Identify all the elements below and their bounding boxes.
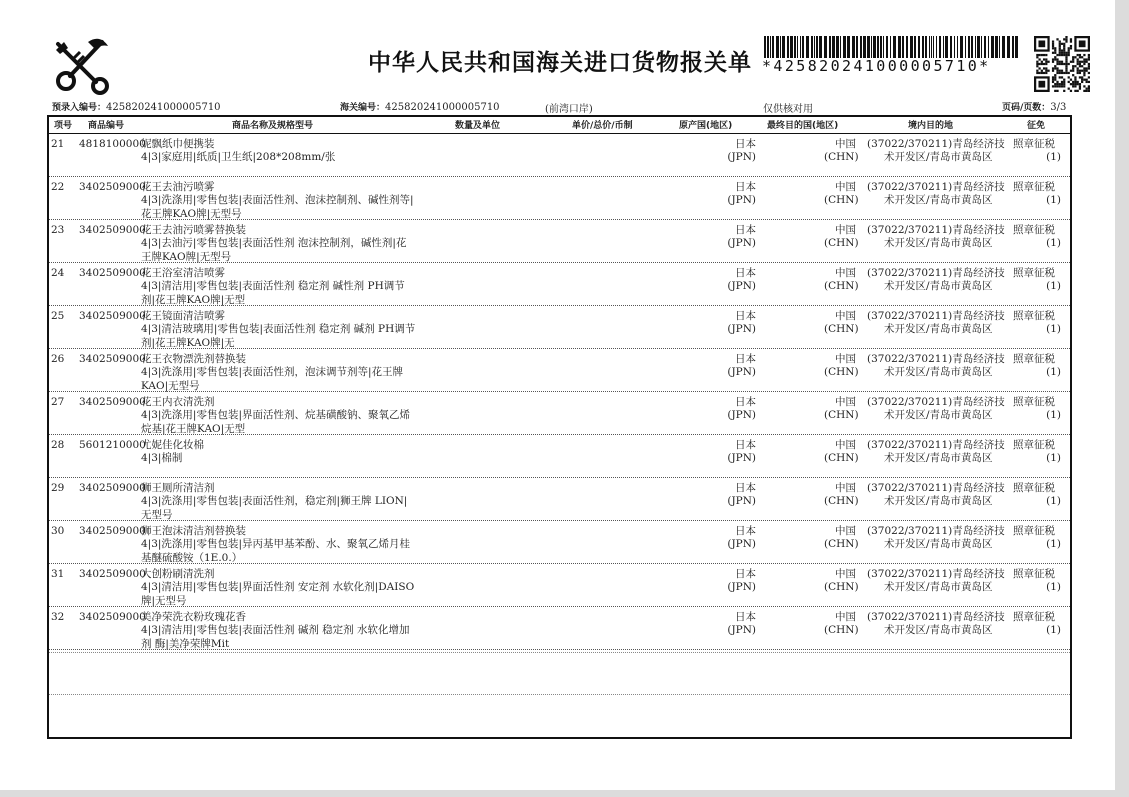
item-dest-code: (CHN) — [824, 538, 859, 550]
col-header-origin: 原产国(地区) — [679, 121, 733, 131]
table-row — [49, 179, 1070, 222]
item-domestic-destination-2: 术开发区/青岛市黄岛区 — [884, 581, 993, 593]
item-levy: 照章征税 — [1013, 138, 1055, 150]
item-levy: 照章征税 — [1013, 267, 1055, 279]
item-spec: 4|3|洗涤用|零售包装|表面活性剂，泡沫调节剂等|花王牌KAO|无型号 — [141, 366, 404, 392]
port-name: (前湾口岸) — [545, 104, 593, 115]
item-levy-code: (1) — [1046, 581, 1061, 593]
item-origin-code: (JPN) — [727, 194, 756, 206]
item-origin-code: (JPN) — [727, 280, 756, 292]
item-name: 花王去油污喷雾替换装 — [141, 224, 246, 236]
item-spec: 4|3|洗涤用|零售包装|表面活性剂、泡沫控制剂、碱性剂等|花王牌KAO牌|无型号 — [141, 194, 414, 220]
item-dest: 中国 — [835, 138, 856, 150]
item-dest-code: (CHN) — [824, 452, 859, 464]
col-header-domestic: 境内目的地 — [908, 121, 954, 131]
item-domestic-destination: (37022/370211)青岛经济技 — [867, 611, 1005, 623]
item-spec: 4|3|家庭用|纸质|卫生纸|208*208mm/张 — [141, 151, 336, 163]
item-levy: 照章征税 — [1013, 482, 1055, 494]
item-dest: 中国 — [835, 396, 856, 408]
item-origin-code: (JPN) — [727, 581, 756, 593]
item-name: 狮王厕所清洁剂 — [141, 482, 215, 494]
item-spec: 4|3|棉制 — [141, 452, 183, 464]
col-header-code: 商品编号 — [88, 121, 125, 131]
row-divider — [49, 176, 1070, 177]
item-domestic-destination-2: 术开发区/青岛市黄岛区 — [884, 151, 993, 163]
table-row — [49, 351, 1070, 394]
table-row — [49, 480, 1070, 523]
item-levy-code: (1) — [1046, 151, 1061, 163]
item-dest-code: (CHN) — [824, 323, 859, 335]
row-divider — [49, 305, 1070, 306]
item-seq: 25 — [51, 310, 65, 322]
item-domestic-destination-2: 术开发区/青岛市黄岛区 — [884, 495, 993, 507]
item-dest: 中国 — [835, 310, 856, 322]
item-domestic-destination: (37022/370211)青岛经济技 — [867, 181, 1005, 193]
item-dest: 中国 — [835, 267, 856, 279]
col-header-levy: 征免 — [1027, 121, 1046, 131]
item-origin: 日本 — [735, 267, 756, 279]
item-origin: 日本 — [735, 353, 756, 365]
item-domestic-destination-2: 术开发区/青岛市黄岛区 — [884, 194, 993, 206]
row-divider — [49, 219, 1070, 220]
col-header-seq: 项号 — [54, 121, 73, 131]
item-domestic-destination: (37022/370211)青岛经济技 — [867, 310, 1005, 322]
item-code: 3402509000 — [79, 310, 146, 322]
page-number: 页码/页数：3/3 — [1002, 102, 1067, 113]
table-row — [49, 222, 1070, 265]
item-code: 3402509000 — [79, 568, 146, 580]
item-domestic-destination: (37022/370211)青岛经济技 — [867, 482, 1005, 494]
customs-number: 海关编号：425820241000005710 — [340, 102, 500, 113]
item-origin: 日本 — [735, 224, 756, 236]
col-header-price: 单价/总价/币制 — [572, 121, 633, 131]
item-levy-code: (1) — [1046, 538, 1061, 550]
verification-note: 仅供核对用 — [763, 104, 813, 115]
header-divider — [49, 133, 1070, 134]
item-name: 尤妮佳化妆棉 — [141, 439, 204, 451]
row-divider — [49, 262, 1070, 263]
item-seq: 32 — [51, 611, 65, 623]
item-domestic-destination: (37022/370211)青岛经济技 — [867, 525, 1005, 537]
item-seq: 28 — [51, 439, 65, 451]
item-domestic-destination-2: 术开发区/青岛市黄岛区 — [884, 624, 993, 636]
item-dest-code: (CHN) — [824, 194, 859, 206]
table-row — [49, 566, 1070, 609]
item-levy-code: (1) — [1046, 624, 1061, 636]
item-domestic-destination: (37022/370211)青岛经济技 — [867, 353, 1005, 365]
item-origin-code: (JPN) — [727, 452, 756, 464]
item-origin: 日本 — [735, 568, 756, 580]
item-levy: 照章征税 — [1013, 611, 1055, 623]
item-spec: 4|3|清洁玻璃用|零售包装|表面活性剂 稳定剂 碱剂 PH调节剂|花王牌KAO牌|无 — [141, 323, 416, 349]
item-levy: 照章征税 — [1013, 396, 1055, 408]
item-dest-code: (CHN) — [824, 237, 859, 249]
item-origin: 日本 — [735, 439, 756, 451]
item-domestic-destination: (37022/370211)青岛经济技 — [867, 568, 1005, 580]
item-dest-code: (CHN) — [824, 280, 859, 292]
item-seq: 27 — [51, 396, 65, 408]
item-levy-code: (1) — [1046, 280, 1061, 292]
item-origin-code: (JPN) — [727, 237, 756, 249]
table-row — [49, 265, 1070, 308]
item-origin-code: (JPN) — [727, 366, 756, 378]
qr-code — [1034, 36, 1090, 92]
item-seq: 30 — [51, 525, 65, 537]
item-domestic-destination-2: 术开发区/青岛市黄岛区 — [884, 237, 993, 249]
item-spec: 4|3|洗涤用|零售包装|异丙基甲基苯酚、水、聚氧乙烯月桂基醚硫酸铵（1E.0.） — [141, 538, 411, 564]
item-levy-code: (1) — [1046, 366, 1061, 378]
row-divider — [49, 520, 1070, 521]
item-domestic-destination: (37022/370211)青岛经济技 — [867, 396, 1005, 408]
item-name: 花王衣物漂洗剂替换装 — [141, 353, 246, 365]
col-header-name: 商品名称及规格型号 — [232, 121, 314, 131]
item-domestic-destination-2: 术开发区/青岛市黄岛区 — [884, 538, 993, 550]
table-row — [49, 609, 1070, 652]
item-levy: 照章征税 — [1013, 181, 1055, 193]
barcode-number: *425820241000005710* — [762, 57, 991, 75]
item-dest: 中国 — [835, 482, 856, 494]
item-seq: 26 — [51, 353, 65, 365]
item-levy: 照章征税 — [1013, 310, 1055, 322]
item-spec: 4|3|清洁用|零售包装|表面活性剂 碱剂 稳定剂 水软化增加剂 酶|美净荣牌Mit — [141, 624, 410, 650]
item-dest: 中国 — [835, 181, 856, 193]
item-origin: 日本 — [735, 611, 756, 623]
item-seq: 21 — [51, 138, 65, 150]
item-levy-code: (1) — [1046, 237, 1061, 249]
table-row — [49, 523, 1070, 566]
item-code: 3402509000 — [79, 611, 146, 623]
row-divider — [49, 391, 1070, 392]
pre-entry-number: 预录入编号：425820241000005710 — [52, 102, 221, 113]
item-name: 大创粉刷清洗剂 — [141, 568, 215, 580]
item-code: 4818100000 — [79, 138, 146, 150]
item-origin: 日本 — [735, 482, 756, 494]
row-divider — [49, 477, 1070, 478]
item-spec: 4|3|去油污|零售包装|表面活性剂 泡沫控制剂，碱性剂|花王牌KAO牌|无型号 — [141, 237, 407, 263]
item-origin: 日本 — [735, 525, 756, 537]
col-header-qty: 数量及单位 — [455, 121, 501, 131]
viewer-background — [1115, 0, 1129, 797]
item-levy-code: (1) — [1046, 452, 1061, 464]
item-seq: 29 — [51, 482, 65, 494]
item-domestic-destination-2: 术开发区/青岛市黄岛区 — [884, 409, 993, 421]
table-row — [49, 437, 1070, 480]
item-domestic-destination: (37022/370211)青岛经济技 — [867, 138, 1005, 150]
row-divider — [49, 694, 1070, 695]
item-name: 狮王泡沫清洁剂替换装 — [141, 525, 246, 537]
item-spec: 4|3|洗涤用|零售包装|界面活性剂、烷基磺酸钠、聚氧乙烯烷基|花王牌KAO|无型 — [141, 409, 411, 435]
item-code: 3402509000 — [79, 353, 146, 365]
item-origin-code: (JPN) — [727, 323, 756, 335]
item-domestic-destination-2: 术开发区/青岛市黄岛区 — [884, 280, 993, 292]
item-dest: 中国 — [835, 353, 856, 365]
item-levy-code: (1) — [1046, 409, 1061, 421]
item-domestic-destination-2: 术开发区/青岛市黄岛区 — [884, 323, 993, 335]
item-origin: 日本 — [735, 138, 756, 150]
item-domestic-destination: (37022/370211)青岛经济技 — [867, 267, 1005, 279]
item-seq: 22 — [51, 181, 65, 193]
item-code: 3402509000 — [79, 525, 146, 537]
table-row — [49, 308, 1070, 351]
item-code: 3402509000 — [79, 482, 146, 494]
item-code: 3402509000 — [79, 396, 146, 408]
item-seq: 31 — [51, 568, 65, 580]
item-levy: 照章征税 — [1013, 353, 1055, 365]
item-dest: 中国 — [835, 568, 856, 580]
item-domestic-destination: (37022/370211)青岛经济技 — [867, 224, 1005, 236]
item-origin: 日本 — [735, 181, 756, 193]
item-levy: 照章征税 — [1013, 525, 1055, 537]
item-dest: 中国 — [835, 525, 856, 537]
item-code: 5601210000 — [79, 439, 146, 451]
item-name: 花王去油污喷雾 — [141, 181, 215, 193]
item-dest-code: (CHN) — [824, 581, 859, 593]
row-divider — [49, 434, 1070, 435]
item-domestic-destination-2: 术开发区/青岛市黄岛区 — [884, 452, 993, 464]
item-origin-code: (JPN) — [727, 151, 756, 163]
item-dest-code: (CHN) — [824, 409, 859, 421]
item-name: 妮飘纸巾便携装 — [141, 138, 215, 150]
item-levy-code: (1) — [1046, 194, 1061, 206]
barcode — [764, 36, 1020, 58]
item-levy: 照章征税 — [1013, 568, 1055, 580]
item-levy-code: (1) — [1046, 323, 1061, 335]
item-dest: 中国 — [835, 611, 856, 623]
item-name: 花王浴室清洁喷雾 — [141, 267, 225, 279]
row-divider — [49, 649, 1070, 650]
customs-emblem-icon — [50, 36, 112, 96]
table-row — [49, 136, 1070, 179]
row-divider — [49, 652, 1070, 653]
item-origin-code: (JPN) — [727, 624, 756, 636]
item-dest-code: (CHN) — [824, 495, 859, 507]
row-divider — [49, 606, 1070, 607]
item-origin: 日本 — [735, 310, 756, 322]
item-domestic-destination: (37022/370211)青岛经济技 — [867, 439, 1005, 451]
item-levy: 照章征税 — [1013, 224, 1055, 236]
item-spec: 4|3|洗涤用|零售包装|表面活性剂，稳定剂|狮王牌 LION|无型号 — [141, 495, 408, 521]
item-seq: 24 — [51, 267, 65, 279]
item-name: 花王镜面清洁喷雾 — [141, 310, 225, 322]
item-levy-code: (1) — [1046, 495, 1061, 507]
item-dest: 中国 — [835, 224, 856, 236]
item-seq: 23 — [51, 224, 65, 236]
item-code: 3402509000 — [79, 224, 146, 236]
item-code: 3402509000 — [79, 267, 146, 279]
item-dest-code: (CHN) — [824, 151, 859, 163]
item-name: 花王内衣清洗剂 — [141, 396, 215, 408]
item-origin-code: (JPN) — [727, 409, 756, 421]
row-divider — [49, 563, 1070, 564]
item-origin-code: (JPN) — [727, 495, 756, 507]
item-name: 美净荣洗衣粉玫瑰花香 — [141, 611, 246, 623]
item-origin: 日本 — [735, 396, 756, 408]
item-origin-code: (JPN) — [727, 538, 756, 550]
item-levy: 照章征税 — [1013, 439, 1055, 451]
document-title: 中华人民共和国海关进口货物报关单 — [368, 50, 752, 76]
col-header-dest: 最终目的国(地区) — [767, 121, 839, 131]
item-code: 3402509000 — [79, 181, 146, 193]
row-divider — [49, 348, 1070, 349]
item-dest-code: (CHN) — [824, 624, 859, 636]
item-spec: 4|3|清洁用|零售包装|表面活性剂 稳定剂 碱性剂 PH调节剂|花王牌KAO牌|无型 — [141, 280, 405, 306]
item-dest: 中国 — [835, 439, 856, 451]
item-spec: 4|3|清洁用|零售包装|界面活性剂 安定剂 水软化剂|DAISO牌|无型号 — [141, 581, 415, 607]
item-domestic-destination-2: 术开发区/青岛市黄岛区 — [884, 366, 993, 378]
table-row — [49, 394, 1070, 437]
item-dest-code: (CHN) — [824, 366, 859, 378]
viewer-background-bottom — [0, 790, 1129, 797]
